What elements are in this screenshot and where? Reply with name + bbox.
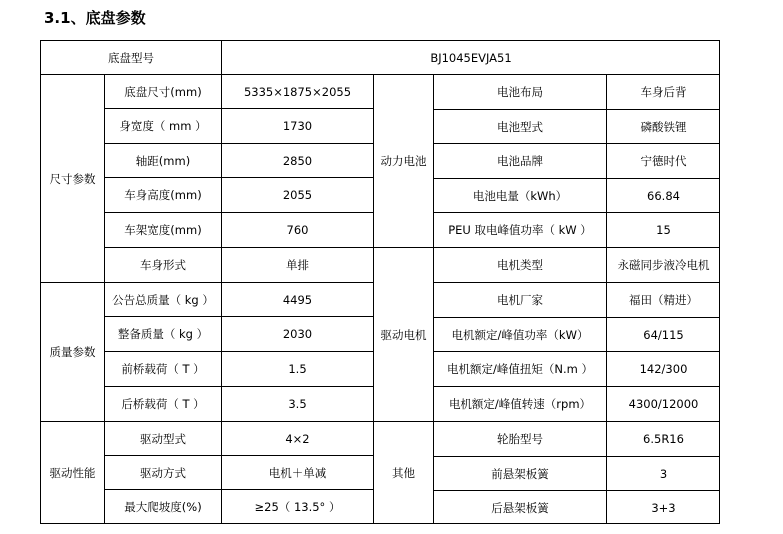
right-label: 电池电量（kWh） [433,178,606,212]
left-label: 车身形式 [104,247,221,282]
left-value: 电机＋单减 [221,455,373,489]
chassis-parameters-table [40,40,720,524]
left-label: 后桥载荷（ T ） [104,386,221,421]
left-value: 4×2 [221,421,373,455]
section-heading: 3.1、底盘参数 [44,9,146,27]
left-label: 驱动方式 [104,455,221,489]
right-value: 宁德时代 [606,143,720,178]
right-value: 64/115 [606,317,720,351]
right-value: 车身后背 [606,74,720,109]
left-label: 前桥载荷（ T ） [104,351,221,386]
model-label: 底盘型号 [40,40,221,74]
group-battery: 动力电池 [373,74,433,247]
left-value: 760 [221,212,373,247]
left-label: 整备质量（ kg ） [104,316,221,351]
left-label: 轴距(mm) [104,143,221,177]
left-value: 单排 [221,247,373,282]
group-other: 其他 [373,421,433,524]
left-value: 2850 [221,143,373,177]
right-value: 福田（精进） [606,282,720,317]
model-value: BJ1045EVJA51 [221,40,720,74]
right-value: 永磁同步液冷电机 [606,247,720,282]
left-label: 最大爬坡度(%) [104,489,221,524]
right-value: 66.84 [606,178,720,212]
left-value: 4495 [221,282,373,316]
left-value: 3.5 [221,386,373,421]
left-value: 1730 [221,108,373,143]
right-value: 142/300 [606,351,720,386]
right-label: 电池布局 [433,74,606,109]
group-drive: 驱动性能 [40,421,104,524]
right-label: 前悬架板簧 [433,456,606,490]
right-label: 电机额定/峰值扭矩（N.m ） [433,351,606,386]
right-label: 轮胎型号 [433,421,606,456]
left-value: ≥25（ 13.5° ） [221,489,373,524]
left-value: 2030 [221,316,373,351]
left-label: 车架宽度(mm) [104,212,221,247]
group-motor: 驱动电机 [373,247,433,421]
right-value: 4300/12000 [606,386,720,421]
left-value: 2055 [221,177,373,212]
right-label: 电池品牌 [433,143,606,178]
left-label: 底盘尺寸(mm) [104,74,221,108]
right-value: 15 [606,212,720,247]
right-label: 电机额定/峰值功率（kW） [433,317,606,351]
group-size: 尺寸参数 [40,74,104,282]
right-label: 后悬架板簧 [433,490,606,524]
right-label: 电机厂家 [433,282,606,317]
left-label: 车身高度(mm) [104,177,221,212]
right-value: 3+3 [606,490,720,524]
right-label: 电机类型 [433,247,606,282]
left-label: 公告总质量（ kg ） [104,282,221,316]
right-label: PEU 取电峰值功率（ kW ） [433,212,606,247]
right-value: 磷酸铁锂 [606,109,720,143]
right-value: 3 [606,456,720,490]
right-value: 6.5R16 [606,421,720,456]
left-value: 1.5 [221,351,373,386]
left-label: 身宽度（ mm ） [104,108,221,143]
left-value: 5335×1875×2055 [221,74,373,108]
group-mass: 质量参数 [40,282,104,421]
right-label: 电机额定/峰值转速（rpm） [433,386,606,421]
right-label: 电池型式 [433,109,606,143]
left-label: 驱动型式 [104,421,221,455]
